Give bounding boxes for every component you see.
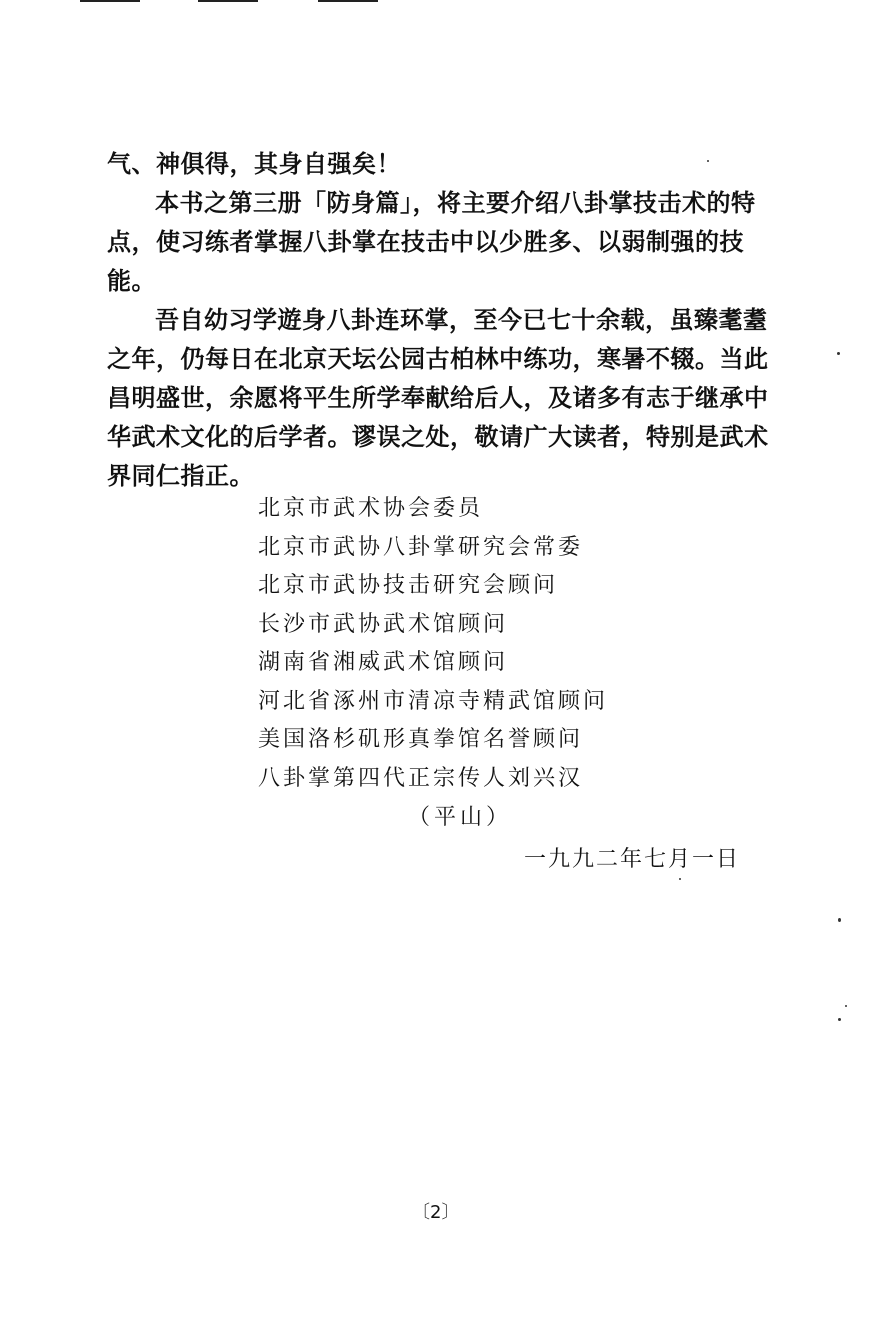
author-title: 湖南省湘威武术馆顾问	[258, 650, 509, 675]
page-number: 〔2〕	[412, 1202, 460, 1223]
scan-speck	[838, 918, 841, 922]
scan-speck	[845, 1005, 847, 1007]
scan-speck	[838, 1018, 841, 1021]
top-rule-2	[198, 0, 258, 2]
author-title: 北京市武协技击研究会顾问	[258, 573, 559, 598]
author-alias: （平山）	[408, 805, 513, 830]
top-rule-1	[80, 0, 140, 2]
paragraph-book-intro: 本书之第三册「防身篇」，将主要介绍八卦掌技击术的特点，使习练者掌握八卦掌在技击中以少胜多、以弱制强的技能。	[107, 188, 756, 295]
paragraph-continuation: 气、神俱得，其身自强矣！	[107, 149, 401, 178]
scan-speck	[679, 878, 681, 880]
scan-speck	[707, 160, 709, 162]
author-title: 美国洛杉矶形真拳馆名誉顾问	[258, 727, 584, 752]
paragraph-author-note: 吾自幼习学遊身八卦连环掌，至今已七十余载，虽臻耄耋之年，仍每日在北京天坛公园古柏林中练功，寒暑不辍。当此昌明盛世，余愿将平生所学奉献给后人，及诸多有志于继承中华武术文化的后学者。谬误之处，敬请广大读者，特别是武术界同仁指正。	[107, 305, 769, 490]
top-rule-3	[318, 0, 378, 2]
author-title: 北京市武协八卦掌研究会常委	[258, 534, 584, 560]
author-titles-list	[258, 490, 608, 798]
author-title: 长沙市武协武术馆顾问	[258, 611, 509, 637]
scan-speck	[837, 352, 840, 355]
author-title: 河北省涿州市清凉寺精武馆顾问	[258, 688, 609, 714]
author-title: 北京市武术协会委员	[258, 496, 484, 521]
signature-date: 一九九二年七月一日	[524, 847, 741, 872]
author-title: 八卦掌第四代正宗传人刘兴汉	[258, 765, 584, 791]
